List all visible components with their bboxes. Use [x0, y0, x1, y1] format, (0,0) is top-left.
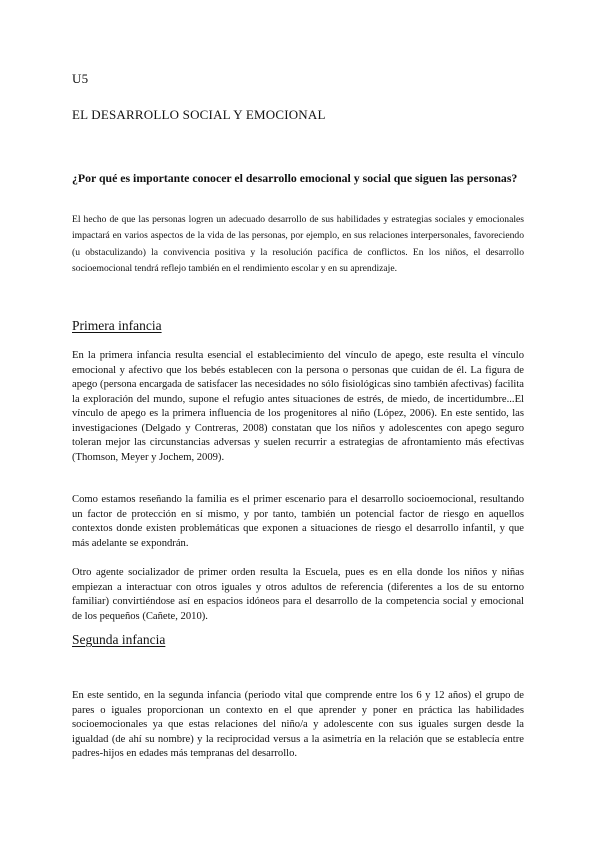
intro-question-heading: ¿Por qué es importante conocer el desarrollo emocional y social que siguen las personas? [72, 171, 518, 185]
section-heading-primera-infancia: Primera infancia [72, 318, 162, 333]
section-heading-segunda-infancia: Segunda infancia [72, 632, 166, 647]
paragraph-apego: En la primera infancia resulta esencial el establecimiento del vínculo de apego, este resulta el vínculo emocional y afectivo que los bebés establecen con la persona o personas que cuidan de él. La figura de apego (persona encargada de satisfacer las necesidades no sólo fisiológicas sino también afectivas) facilita la exploración del mundo, supone el refugio antes situaciones de estrés, de miedo, de incertidumbre...El vínculo de apego es la primera influencia de los progenitores al niño (López, 2006). En este sentido, las investigaciones (Delgado y Contreras, 2008) constatan que los niños y adolescentes con apego seguro toleran mejor las circunstancias adversas y suelen recurrir a estrategias de afrontamiento más efectivas (Thomson, Meyer y Jochem, 2009). [72, 350, 524, 463]
intro-paragraph: El hecho de que las personas logren un adecuado desarrollo de sus habilidades y estrategias sociales y emocionales impactará en varios aspectos de la vida de las personas, por ejemplo, en sus relaciones interpersonales, favoreciendo (u obstaculizando) la convivencia positiva y la resolución pacífica de conflictos. En los niños, el desarrollo socioemocional tendrá reflejo también en el rendimiento escolar y en su aprendizaje. [72, 214, 524, 274]
paragraph-familia: Como estamos reseñando la familia es el primer escenario para el desarrollo socioemocional, resultando un factor de protección en sí mismo, y por tanto, también un potencial factor de riesgo en aquellos contextos donde existen problemáticas que exponen a situaciones de riesgo el desarrollo infantil, y que más adelante se expondrán. [72, 494, 524, 549]
paragraph-escuela: Otro agente socializador de primer orden resulta la Escuela, pues es en ella donde los niños y niñas empiezan a interactuar con otros iguales y otros adultos de referencia (diferentes a los de su entorno familiar) convirtiéndose así en espacios idóneos para el desarrollo de la competencia social y emocional de los pequeños (Cañete, 2010). [72, 567, 524, 622]
paragraph-pares: En este sentido, en la segunda infancia (periodo vital que comprende entre los 6 y 12 años) el grupo de pares o iguales proporcionan un contexto en el que aprender y poner en práctica las habilidades socioemocionales ya que estas relaciones del niño/a y adolescente con sus iguales surgen desde la igualdad (de ahí su nombre) y la reciprocidad versus a la asimetría en la relación que se establecía entre padres-hijos en edades más tempranas del desarrollo. [72, 690, 524, 760]
page-title: EL DESARROLLO SOCIAL Y EMOCIONAL [72, 107, 326, 122]
unit-label: U5 [72, 71, 89, 86]
